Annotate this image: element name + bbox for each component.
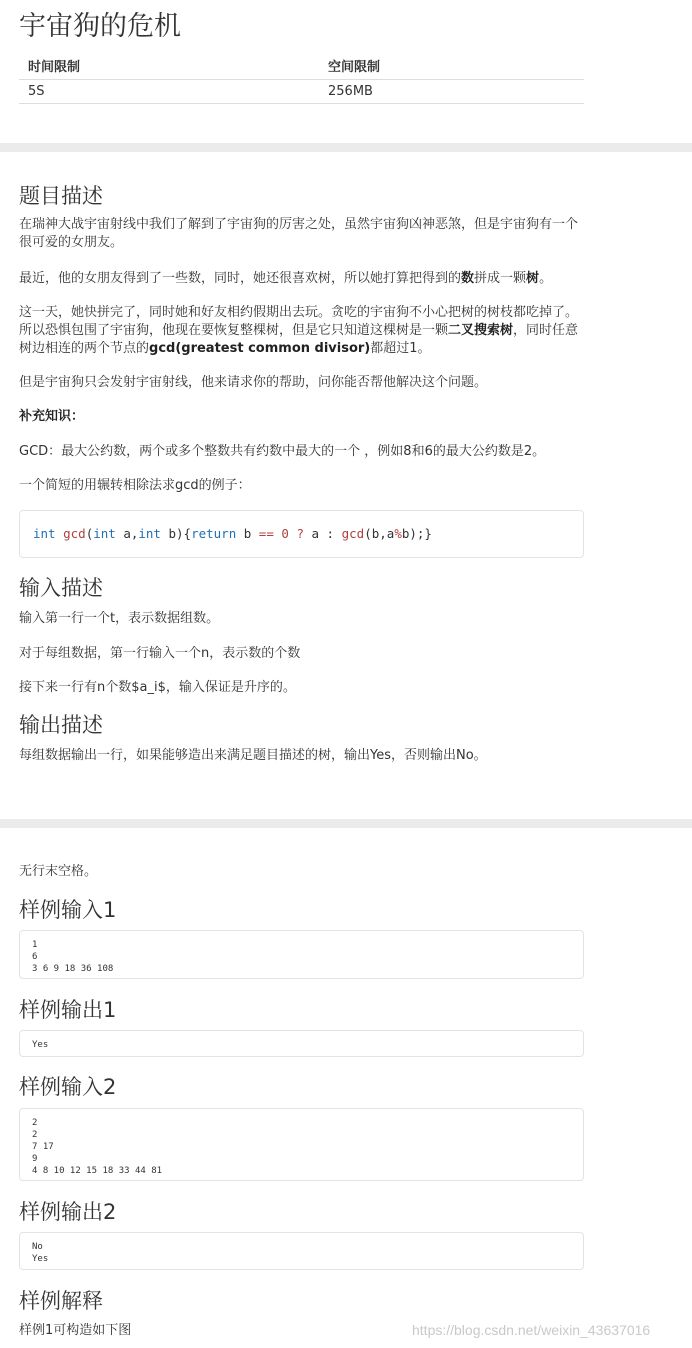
explanation-paragraph: 样例1可构造如下图 [19,1323,132,1338]
sample-line: 2 [32,1118,38,1128]
sample-line: Yes [32,1254,49,1264]
output-paragraph-1: 每组数据输出一行，如果能够造出来满足题目描述的树，输出Yes，否则输出No。 [19,748,487,763]
supplement-label: 补充知识： [19,409,85,424]
sample-line: 2 [32,1130,38,1140]
code-block [19,510,584,558]
sample-input-1-heading: 样例输入1 [19,898,117,922]
input-paragraph-1: 输入第一行一个t，表示数据组数。 [19,611,220,626]
example-intro: 一个简短的用辗转相除法求gcd的例子： [19,478,251,493]
sample-line: No [32,1242,43,1252]
sample-input-2-heading: 样例输入2 [19,1075,117,1099]
description-paragraph-4: 但是宇宙狗只会发射宇宙射线，他来请求你的帮助，问你能否帮他解决这个问题。 [19,375,488,390]
sample-input-1-content [32,939,113,975]
description-paragraph-1: 在瑞神大战宇宙射线中我们了解到了宇宙狗的厉害之处，虽然宇宙狗凶神恶煞，但是宇宙狗有一个很可爱的女朋友。 [19,217,579,250]
sample-output-1-content [32,1039,48,1051]
limits-table [19,52,584,104]
gcd-definition: GCD：最大公约数，两个或多个整数共有约数中最大的一个 ，例如8和6的最大公约数是2。 [19,444,546,459]
sample-line: 6 [32,952,38,962]
input-paragraph-3: 接下来一行有n个数$a_i$，输入保证是升序的。 [19,680,296,695]
sample-output-1-heading: 样例输出1 [19,998,117,1022]
watermark: https://blog.csdn.net/weixin_43637016 [412,1322,651,1338]
description-paragraph-3: 这一天，她快拼完了，同时她和好友相约假期出去玩。贪吃的宇宙狗不小心把树的树枝都吃掉了。所以恐惧包围了宇宙狗，他现在要恢复整棵树，但是它只知道这棵树是一颗二叉搜索树，同时任意树边相连的两个节点的gcd(greatest common divisor)都超过1。 [19,305,579,356]
sample-output-2-content [32,1241,48,1265]
time-limit-header: 时间限制 [19,52,319,80]
explanation-heading: 样例解释 [19,1289,103,1313]
sample-line: Yes [32,1040,49,1050]
sample-line: 3 6 9 18 36 108 [32,964,114,974]
sample-line: 1 [32,940,38,950]
time-limit-value: 5S [19,80,319,104]
limits-header-row [19,52,584,80]
sample-line: 4 8 10 12 15 18 33 44 81 [32,1166,163,1176]
space-limit-value: 256MB [319,80,584,104]
sample-output-2-box [19,1232,584,1270]
sample-line: 9 [32,1154,38,1164]
description-paragraph-2: 最近，他的女朋友得到了一些数，同时，她还很喜欢树，所以她打算把得到的数拼成一颗树。 [19,271,553,286]
sample-input-2-content [32,1117,162,1177]
description-heading: 题目描述 [19,184,103,208]
limits-value-row [19,80,584,104]
output-heading: 输出描述 [19,713,103,737]
sample-output-2-heading: 样例输出2 [19,1200,117,1224]
sample-input-1-box [19,930,584,979]
sample-output-1-box [19,1030,584,1057]
input-paragraph-2: 对于每组数据，第一行输入一个n，表示数的个数 [19,646,301,661]
section-divider-2 [0,819,692,828]
page-title: 宇宙狗的危机 [19,11,181,42]
gcd-code-line: int gcd(int a,int b){return b == 0 ? a : gcd(b,a%b);} [33,526,432,541]
sample-line: 7 17 [32,1142,54,1152]
space-limit-header: 空间限制 [319,52,584,80]
trailing-note: 无行末空格。 [19,864,98,879]
input-heading: 输入描述 [19,576,103,600]
sample-input-2-box [19,1108,584,1181]
section-divider [0,143,692,152]
